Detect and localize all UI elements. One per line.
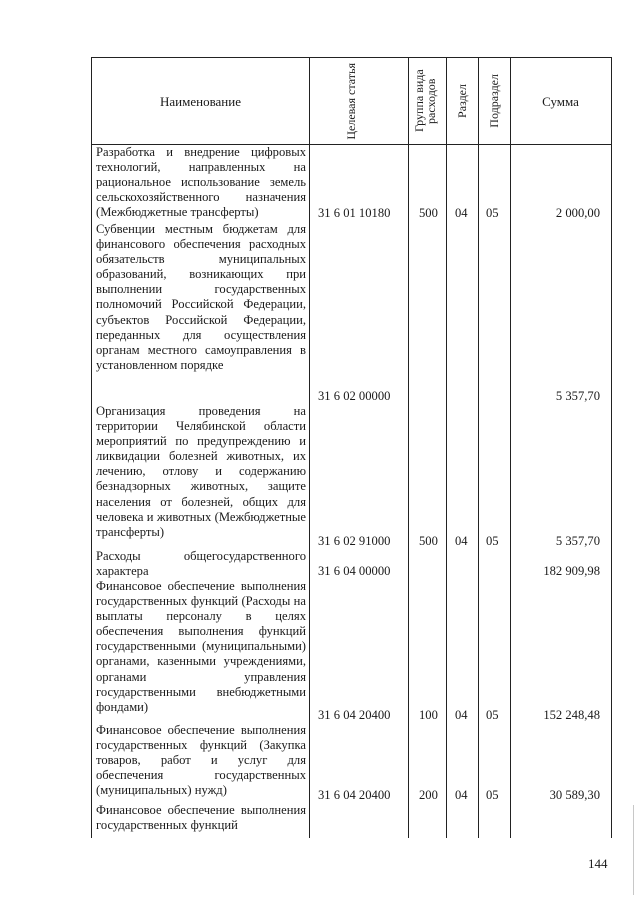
header-amount-cell: [510, 58, 611, 144]
row-name: Финансовое обеспечение выполнения государственных функций (Расходы на выплаты персоналу в целях обеспечения выполнения функций государственными (муниципальными) органами, казенными учреждениями, органами управления государственными внебюджетными фондами): [96, 579, 306, 714]
row-name: Субвенции местным бюджетам для финансового обеспечения расходных обязательств муниципальных образований, возникающих при выполнении государственных полномочий Российской Федерации, субъектов Российской Федерации, переданных для осуществления органам местного самоуправления в установленном порядке: [96, 222, 306, 372]
row-subsection: 05: [486, 534, 499, 548]
row-name: Разработка и внедрение цифровых технологий, направленных на рациональное использование земель сельскохозяйственного назначения (Межбюджетные трансферты): [96, 145, 306, 220]
row-code: 31 6 02 00000: [318, 389, 391, 403]
scan-edge-artifact: [633, 805, 634, 895]
header-section-cell: [446, 58, 478, 144]
row-section: 04: [455, 708, 468, 722]
row-group: 200: [419, 788, 438, 802]
row-group: 500: [419, 206, 438, 220]
row-subsection: 05: [486, 708, 499, 722]
row-subsection: 05: [486, 206, 499, 220]
column-divider: [309, 58, 310, 838]
row-amount: 5 357,70: [555, 534, 600, 548]
row-amount: 152 248,48: [543, 708, 600, 722]
column-divider: [408, 58, 409, 838]
header-target: Целевая статья: [343, 62, 358, 140]
header-target-cell: [309, 58, 408, 144]
row-section: 04: [455, 534, 468, 548]
header-name-cell: [92, 58, 309, 144]
column-divider: [478, 58, 479, 838]
row-code: 31 6 04 00000: [318, 564, 391, 578]
row-code: 31 6 04 20400: [318, 788, 391, 802]
header-expense-group: Группа вида расходов: [412, 69, 438, 133]
row-amount: 182 909,98: [543, 564, 600, 578]
column-divider: [510, 58, 511, 838]
row-code: 31 6 01 10180: [318, 206, 391, 220]
row-name: Финансовое обеспечение выполнения государственных функций: [96, 803, 306, 833]
row-code: 31 6 02 91000: [318, 534, 391, 548]
header-section: Раздел: [455, 84, 469, 118]
column-divider: [446, 58, 447, 838]
header-subsection-cell: [478, 58, 510, 144]
row-name: Финансовое обеспечение выполнения государственных функций (Закупка товаров, работ и услуг для обеспечения государственных (муниципальных) нужд): [96, 723, 306, 798]
row-amount: 5 357,70: [555, 389, 600, 403]
row-group: 100: [419, 708, 438, 722]
row-section: 04: [455, 206, 468, 220]
header-subsection: Подраздел: [487, 74, 501, 128]
header-amount: Сумма: [542, 93, 579, 109]
row-amount: 2 000,00: [555, 206, 600, 220]
page-number: 144: [588, 856, 608, 871]
row-section: 04: [455, 788, 468, 802]
row-group: 500: [419, 534, 438, 548]
header-group-cell: [408, 58, 446, 144]
header-name: Наименование: [160, 93, 241, 109]
row-subsection: 05: [486, 788, 499, 802]
row-name: Расходы общегосударственного характера: [96, 549, 306, 579]
row-code: 31 6 04 20400: [318, 708, 391, 722]
row-name: Организация проведения на территории Челябинской области мероприятий по предупреждению и ликвидации болезней животных, их лечению, отлову и содержанию безнадзорных животных, защите населения от болезней, общих для человека и животных (Межбюджетные трансферты): [96, 404, 306, 539]
row-amount: 30 589,30: [549, 788, 600, 802]
